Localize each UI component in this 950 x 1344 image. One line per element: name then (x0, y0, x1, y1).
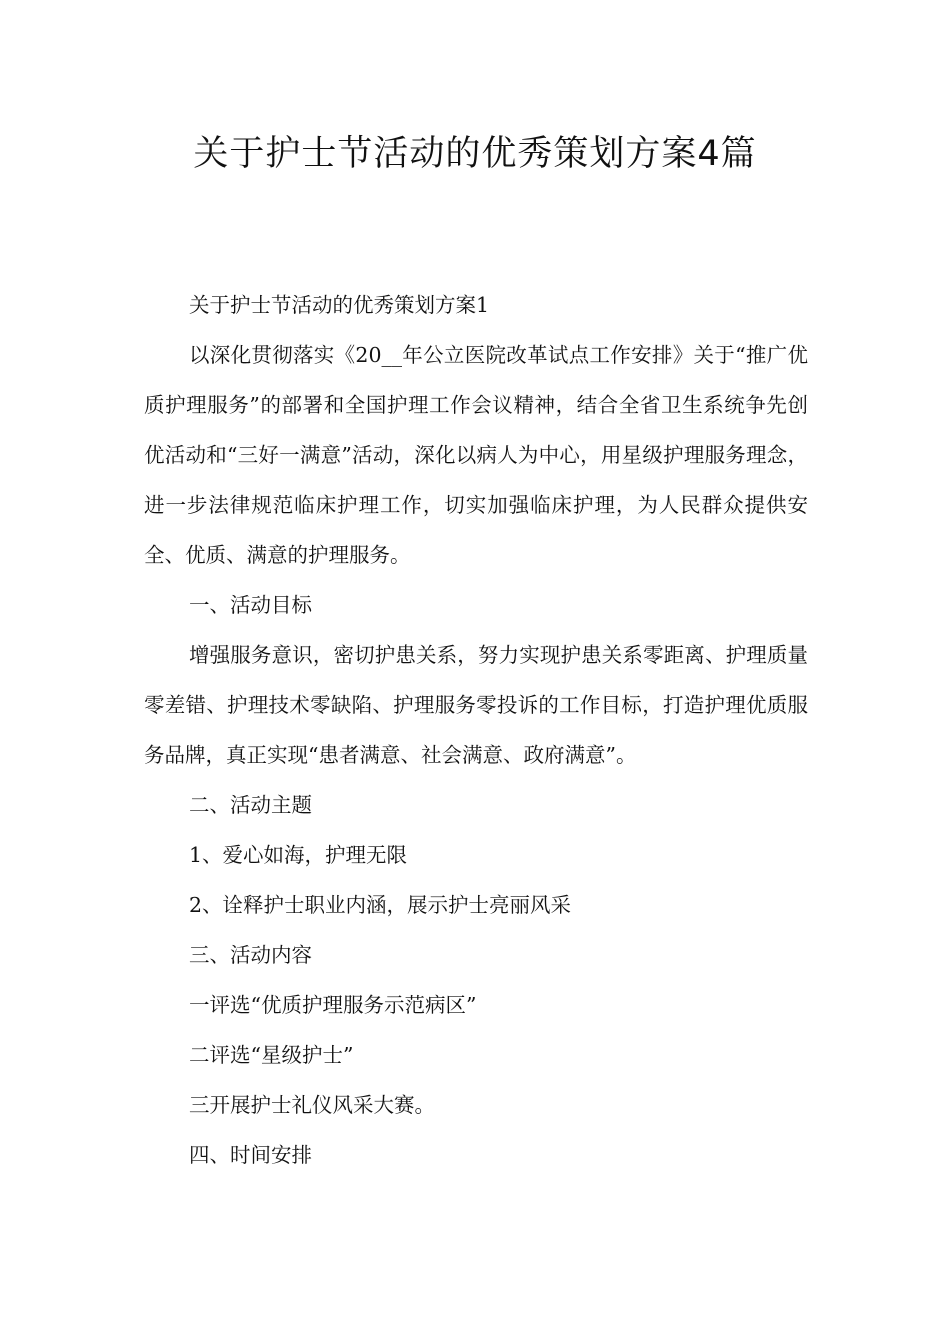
section-heading: 一、活动目标 (189, 593, 312, 617)
list-item: 二评选“星级护士” (189, 1043, 354, 1067)
body-paragraph: 增强服务意识，密切护患关系，努力实现护患关系零距离、护理质量零差错、护理技术零缺陷、护理服务零投诉的工作目标，打造护理优质服务品牌，真正实现“患者满意、社会满意、政府满意”。 (144, 643, 808, 767)
list-item: 2、诠释护士职业内涵，展示护士亮丽风采 (189, 893, 572, 917)
section-heading: 四、时间安排 (189, 1143, 312, 1167)
list-item: 三开展护士礼仪风采大赛。 (189, 1093, 435, 1117)
list-item: 一评选“优质护理服务示范病区” (189, 993, 477, 1017)
section-heading: 二、活动主题 (189, 793, 312, 817)
list-item: 1、爱心如海，护理无限 (189, 843, 408, 867)
document-body (144, 280, 808, 1180)
body-paragraph: 以深化贯彻落实《20__年公立医院改革试点工作安排》关于“推广优质护理服务”的部署和全国护理工作会议精神，结合全省卫生系统争先创优活动和“三好一满意”活动，深化以病人为中心，用星级护理服务理念，进一步法律规范临床护理工作，切实加强临床护理，为人民群众提供安全、优质、满意的护理服务。 (144, 343, 808, 567)
document-title: 关于护士节活动的优秀策划方案4篇 (193, 134, 757, 174)
section-heading: 关于护士节活动的优秀策划方案1 (189, 293, 490, 317)
section-heading: 三、活动内容 (189, 943, 312, 967)
